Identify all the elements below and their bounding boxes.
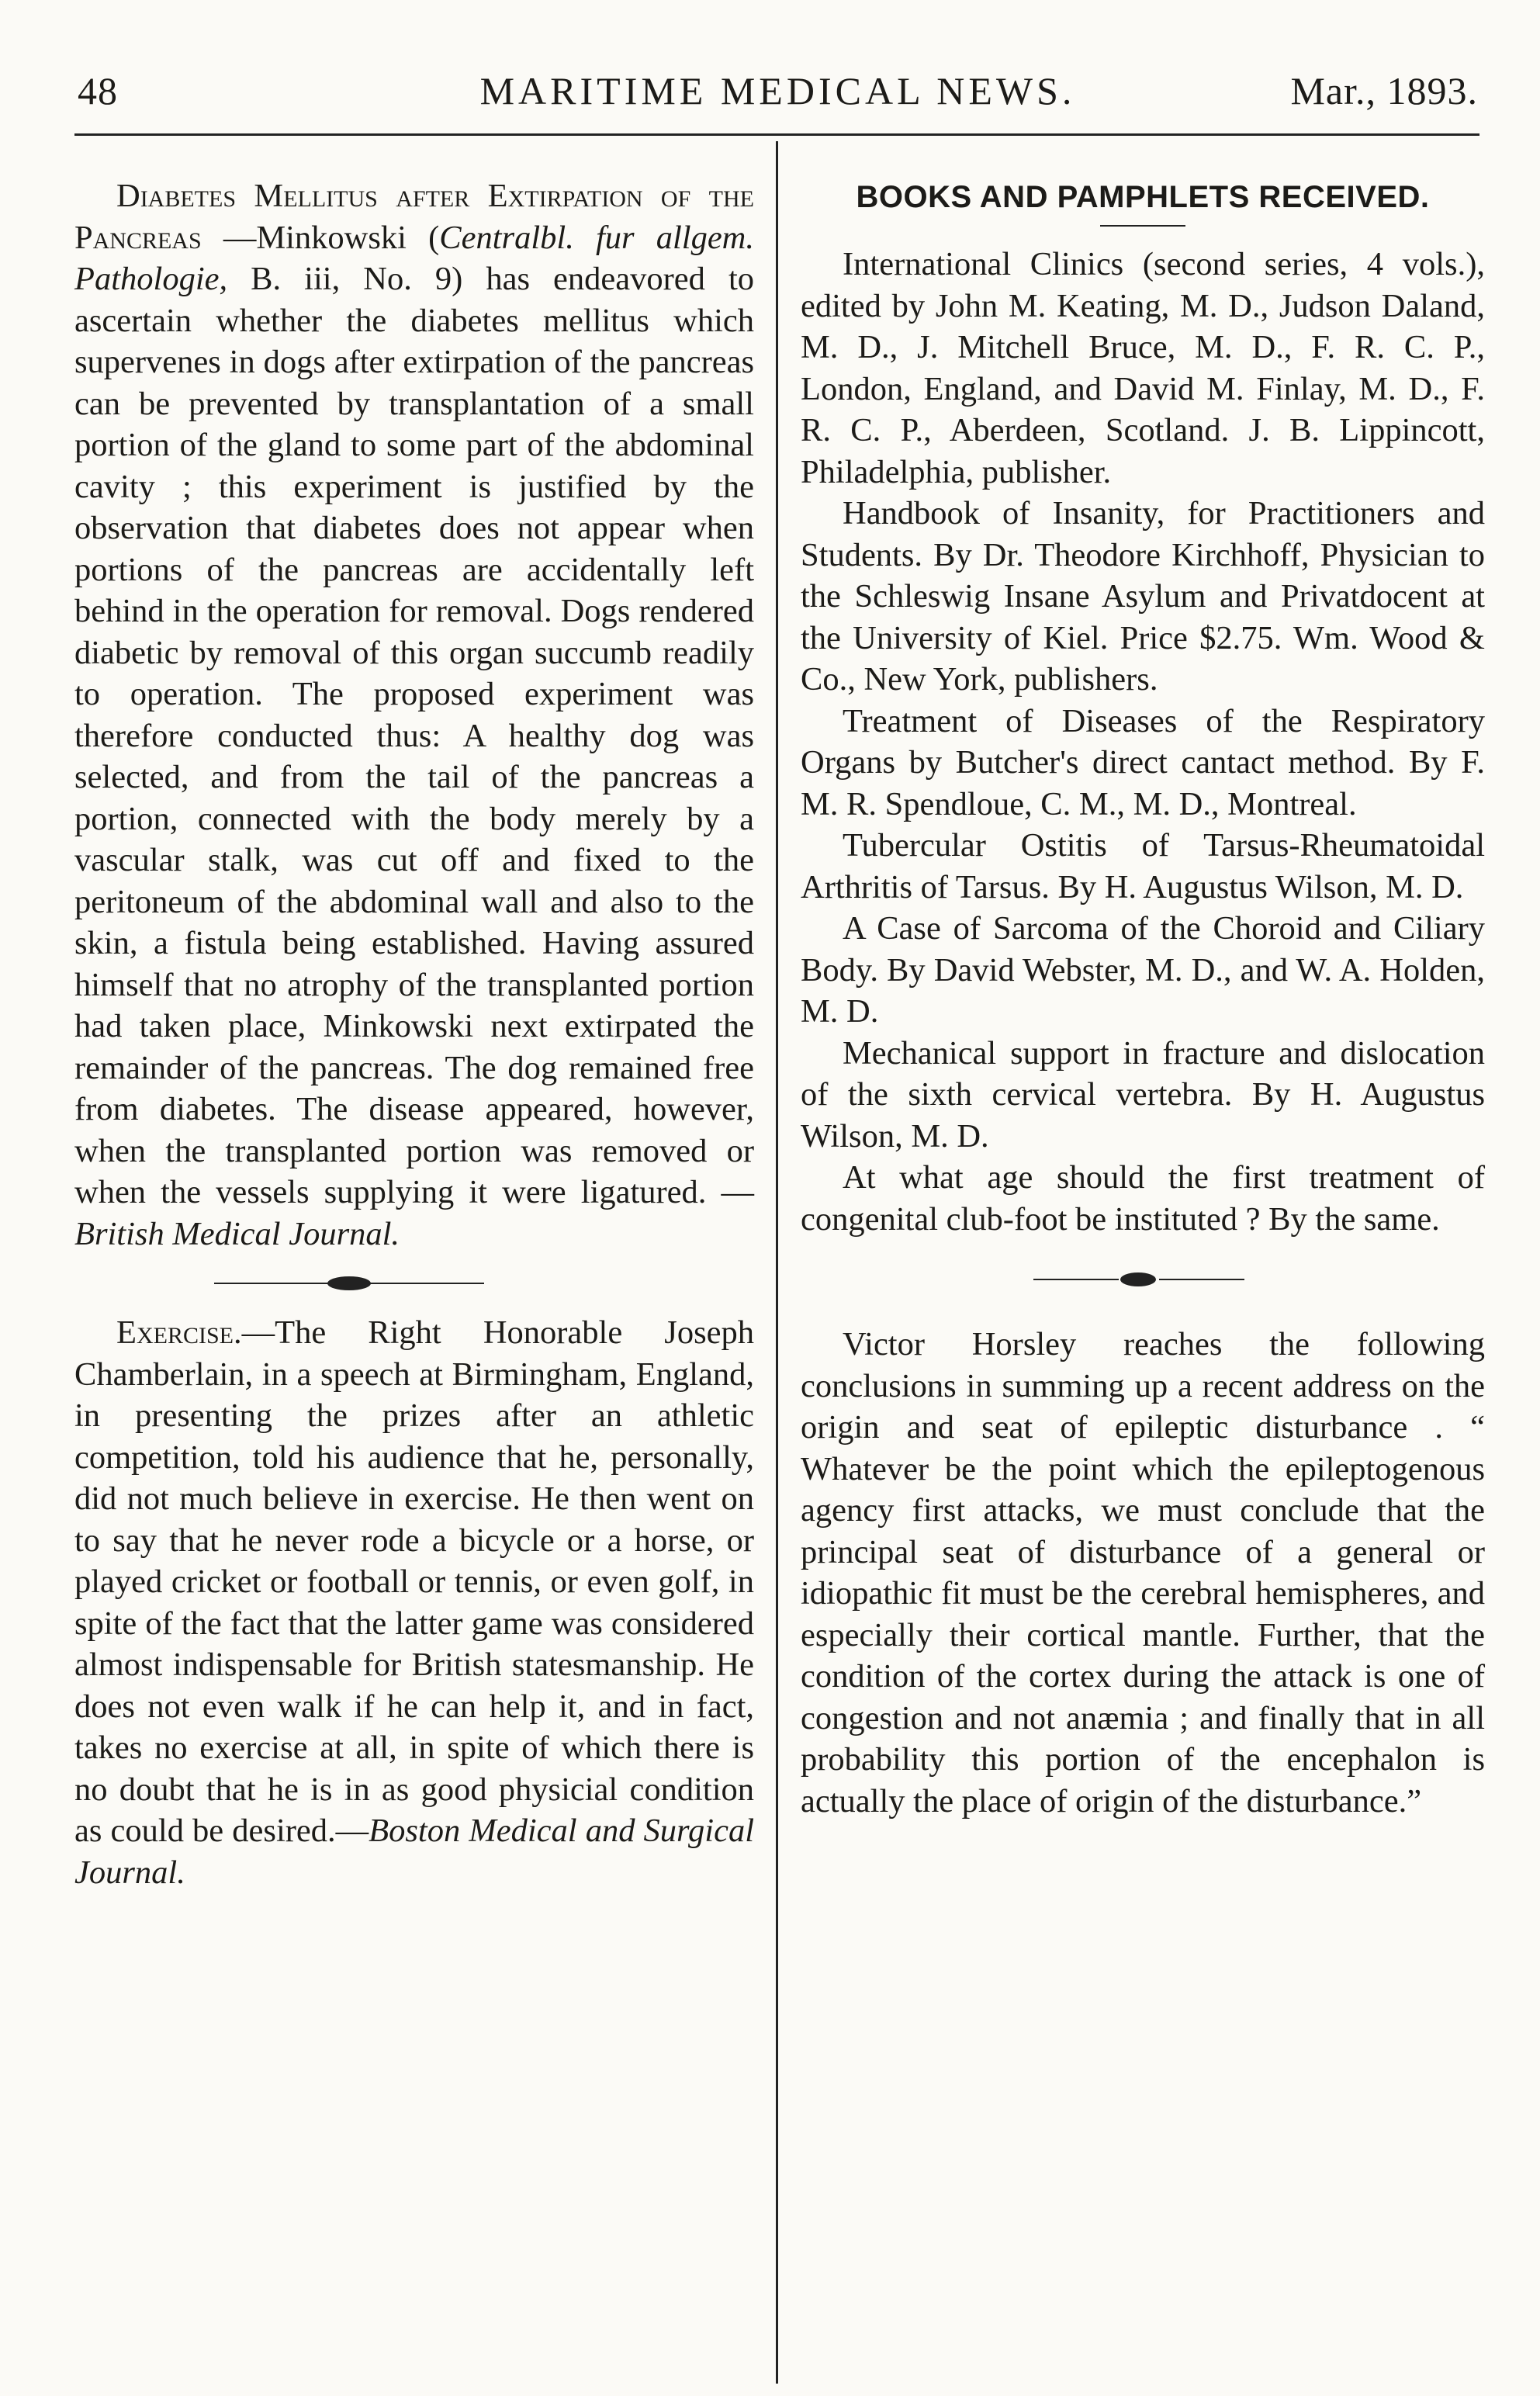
article-horsley: Victor Horsley reaches the following conclusions in summing up a recent address on the origin and seat of epileptic disturbance . “ Whatever be the point which the epileptogenous agency first attacks, we must conclude that the principal seat of disturbance of a general or idiopathic fit must be the cerebral hemispheres, and especially their cortical mantle. Further, that the condition of the cortex during the attack is one of congestion and not anæmia ; and finally that in all probability this portion of the encephalon is actually the place of origin of the disturbance.” — [801, 1326, 1485, 1820]
article-title: Exercise. — [116, 1314, 242, 1351]
heading-rule — [1100, 225, 1185, 227]
book-entry: Treatment of Diseases of the Respiratory Organs by Butcher's direct cantact method. By F. M. R. Spendloue, C. M., M. D., Montreal. — [801, 702, 1485, 822]
journal-title: MARITIME MEDICAL NEWS. — [479, 69, 1076, 113]
article-citation: British Medical Journal. — [74, 1215, 400, 1252]
header-rule — [74, 133, 1479, 136]
book-entry: Mechanical support in fracture and dislocation of the sixth cervical vertebra. By H. Augustus Wilson, M. D. — [801, 1034, 1485, 1155]
issue-date: Mar., 1893. — [1290, 69, 1478, 113]
book-entry: Tubercular Ostitis of Tarsus-Rheumatoidal Arthritis of Tarsus. By H. Augustus Wilson, M. D. — [801, 827, 1485, 905]
page-number: 48 — [78, 69, 118, 113]
column-divider — [776, 141, 778, 2384]
section-ornament — [801, 1263, 1485, 1296]
article-citation: Boston Medical and Surgical Journal. — [74, 1813, 755, 1891]
article-diabetes: Diabetes Mellitus after Extirpation of the Pancreas —Minkowski (Centralbl. fur allgem. Pathologie, B. iii, No. 9) has endeavored to ascertain whether the diabetes mellitus which supervenes in dogs after extirpation of the pancreas can be prevented by transplantation of a small portion of the gland to some part of the abdominal cavity ; this experiment is justified by the observation that diabetes does not appear when portions of the pancreas are accidentally left behind in the operation for removal. Dogs rendered diabetic by removal of this organ succumb readily to operation. The proposed experiment was therefore conducted thus: A healthy dog was selected, and from the tail of the pancreas a portion, connected with the body merely by a vascular stalk, was cut off and fixed to the peritoneum of the abdominal wall and also to the skin, a fistula being established. Having assured himself that no atrophy of the transplanted portion had taken place, Minkowski next extirpated the remainder of the pancreas. The dog remained free from diabetes. The disease appeared, however, when the transplanted portion was removed or when the vessels supplying it were ligatured. — British Medical Journal. — [74, 178, 754, 1252]
article-title: Diabetes Mellitus after Extirpation of the Pancreas — [74, 178, 754, 256]
article-author: Minkowski ( — [256, 219, 440, 256]
book-entry: Handbook of Insanity, for Practitioners and Students. By Dr. Theodore Kirchhoff, Physician to the Schleswig Insane Asylum and Privatdocent at the University of Kiel. Price $2.75. Wm. Wood & Co., New York, publishers. — [801, 495, 1485, 698]
article-exercise — [74, 1312, 754, 1893]
article-source: Centralbl. fur allgem. Pathologie, — [74, 219, 754, 297]
book-entry: International Clinics (second series, 4 vols.), edited by John M. Keating, M. D., Judson Daland, M. D., J. Mitchell Bruce, M. D., F. R. C. P., London, England, and David M. Finlay, M. D., F. R. C. P., Aberdeen, Scotland. J. B. Lippincott, Philadelphia, publisher. — [801, 246, 1485, 490]
section-heading: BOOKS AND PAMPHLETS RECEIVED. — [856, 180, 1430, 214]
book-entry: A Case of Sarcoma of the Choroid and Ciliary Body. By David Webster, M. D., and W. A. Holden, M. D. — [801, 910, 1485, 1030]
running-header — [78, 68, 1478, 123]
right-column — [801, 175, 1485, 1822]
book-entry: At what age should the first treatment of congenital club-foot be instituted ? By the same. — [801, 1159, 1485, 1238]
section-ornament — [74, 1267, 754, 1300]
left-column — [74, 175, 754, 1893]
article-body: B. iii, No. 9) has endeavored to ascertain whether the diabetes mellitus which supervenes in dogs after extirpation of the pancreas can be prevented by transplantation of a small portion of the gland to some part of the abdominal cavity ; this experiment is justified by the observation that diabetes does not appear when portions of the pancreas are accidentally left behind in the operation for removal. Dogs rendered diabetic by removal of this organ succumb readily to operation. The proposed experiment was therefore conducted thus: A healthy dog was selected, and from the tail of the pancreas a portion, connected with the body merely by a vascular stalk, was cut off and fixed to the peritoneum of the abdominal wall and also to the skin, a fistula being established. Having assured himself that no atrophy of the transplanted portion had taken place, Minkowski next extirpated the remainder of the pancreas. The dog remained free from diabetes. The disease appeared, however, when the transplanted portion was removed or when the vessels supplying it were ligatured. — — [74, 261, 754, 1210]
article-body: —The Right Honorable Joseph Chamberlain, in a speech at Birmingham, England, in presenting the prizes after an athletic competition, told his audience that he, personally, did not much believe in exercise. He then went on to say that he never rode a bicycle or a horse, or played cricket or football or tennis, or even golf, in spite of the fact that the latter game was considered almost indispensable for British statesmanship. He does not even walk if he can help it, and in fact, takes no exercise at all, in spite of which there is no doubt that he is in as good physicial condition as could be desired.— — [74, 1314, 754, 1849]
